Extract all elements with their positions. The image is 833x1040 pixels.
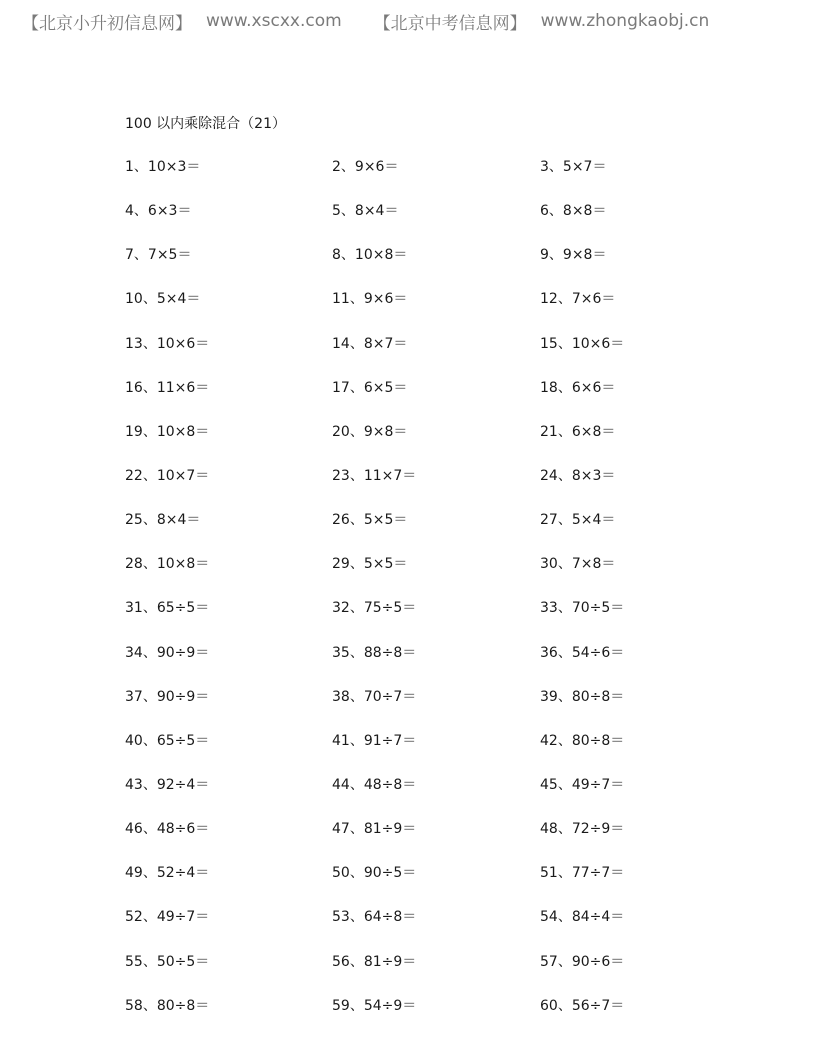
problem-item: 1、10×3＝ bbox=[125, 159, 201, 175]
problem-item: 16、11×6＝ bbox=[125, 379, 210, 396]
problem-item: 31、65÷5＝ bbox=[125, 600, 210, 617]
problem-item: 32、75÷5＝ bbox=[332, 600, 417, 617]
problem-item: 12、7×6＝ bbox=[540, 291, 616, 308]
worksheet-title: 100 以内乘除混合（21） bbox=[125, 116, 286, 132]
problem-item: 2、9×6＝ bbox=[332, 159, 399, 175]
site2-name: 【北京中考信息网】 bbox=[373, 13, 527, 34]
problem-item: 56、81÷9＝ bbox=[332, 953, 417, 970]
problem-item: 30、7×8＝ bbox=[540, 556, 616, 573]
problem-item: 39、80÷8＝ bbox=[540, 688, 625, 705]
problem-item: 60、56÷7＝ bbox=[540, 997, 625, 1014]
problem-grid bbox=[125, 157, 775, 1040]
problem-item: 55、50÷5＝ bbox=[125, 953, 210, 970]
problem-item: 40、65÷5＝ bbox=[125, 732, 210, 749]
problem-item: 29、5×5＝ bbox=[332, 556, 408, 573]
problem-item: 23、11×7＝ bbox=[332, 467, 417, 484]
site1-name: 【北京小升初信息网】 bbox=[22, 13, 192, 34]
problem-item: 34、90÷9＝ bbox=[125, 644, 210, 661]
problem-item: 6、8×8＝ bbox=[540, 203, 607, 220]
problem-item: 35、88÷8＝ bbox=[332, 644, 417, 661]
problem-item: 42、80÷8＝ bbox=[540, 732, 625, 749]
problem-item: 48、72÷9＝ bbox=[540, 821, 625, 838]
problem-item: 13、10×6＝ bbox=[125, 335, 210, 352]
problem-item: 57、90÷6＝ bbox=[540, 953, 625, 970]
problem-item: 49、52÷4＝ bbox=[125, 865, 210, 882]
problem-item: 47、81÷9＝ bbox=[332, 821, 417, 838]
problem-item: 24、8×3＝ bbox=[540, 467, 616, 484]
problem-item: 54、84÷4＝ bbox=[540, 909, 625, 926]
problem-item: 44、48÷8＝ bbox=[332, 776, 417, 793]
problem-item: 22、10×7＝ bbox=[125, 467, 210, 484]
problem-item: 9、9×8＝ bbox=[540, 247, 607, 264]
site2-url[interactable]: www.zhongkaobj.cn bbox=[540, 11, 710, 31]
problem-item: 5、8×4＝ bbox=[332, 203, 399, 220]
problem-item: 26、5×5＝ bbox=[332, 512, 408, 529]
problem-item: 18、6×6＝ bbox=[540, 379, 616, 396]
problem-item: 50、90÷5＝ bbox=[332, 865, 417, 882]
problem-item: 4、6×3＝ bbox=[125, 203, 192, 220]
problem-item: 33、70÷5＝ bbox=[540, 600, 625, 617]
problem-item: 19、10×8＝ bbox=[125, 423, 210, 440]
problem-item: 53、64÷8＝ bbox=[332, 909, 417, 926]
problem-item: 36、54÷6＝ bbox=[540, 644, 625, 661]
problem-item: 52、49÷7＝ bbox=[125, 909, 210, 926]
problem-item: 15、10×6＝ bbox=[540, 335, 625, 352]
problem-item: 8、10×8＝ bbox=[332, 247, 408, 264]
problem-item: 14、8×7＝ bbox=[332, 335, 408, 352]
problem-item: 43、92÷4＝ bbox=[125, 776, 210, 793]
problem-item: 45、49÷7＝ bbox=[540, 776, 625, 793]
problem-item: 21、6×8＝ bbox=[540, 423, 616, 440]
problem-item: 25、8×4＝ bbox=[125, 512, 201, 529]
problem-item: 7、7×5＝ bbox=[125, 247, 192, 264]
problem-item: 3、5×7＝ bbox=[540, 159, 607, 175]
problem-item: 41、91÷7＝ bbox=[332, 732, 417, 749]
problem-item: 51、77÷7＝ bbox=[540, 865, 625, 882]
problem-item: 17、6×5＝ bbox=[332, 379, 408, 396]
page-header bbox=[22, 9, 709, 33]
problem-item: 58、80÷8＝ bbox=[125, 997, 210, 1014]
problem-item: 27、5×4＝ bbox=[540, 512, 616, 529]
problem-item: 11、9×6＝ bbox=[332, 291, 408, 308]
problem-item: 37、90÷9＝ bbox=[125, 688, 210, 705]
problem-item: 20、9×8＝ bbox=[332, 423, 408, 440]
problem-item: 59、54÷9＝ bbox=[332, 997, 417, 1014]
problem-item: 10、5×4＝ bbox=[125, 291, 201, 308]
site1-url[interactable]: www.xscxx.com bbox=[206, 11, 342, 31]
problem-item: 38、70÷7＝ bbox=[332, 688, 417, 705]
problem-item: 28、10×8＝ bbox=[125, 556, 210, 573]
problem-item: 46、48÷6＝ bbox=[125, 821, 210, 838]
